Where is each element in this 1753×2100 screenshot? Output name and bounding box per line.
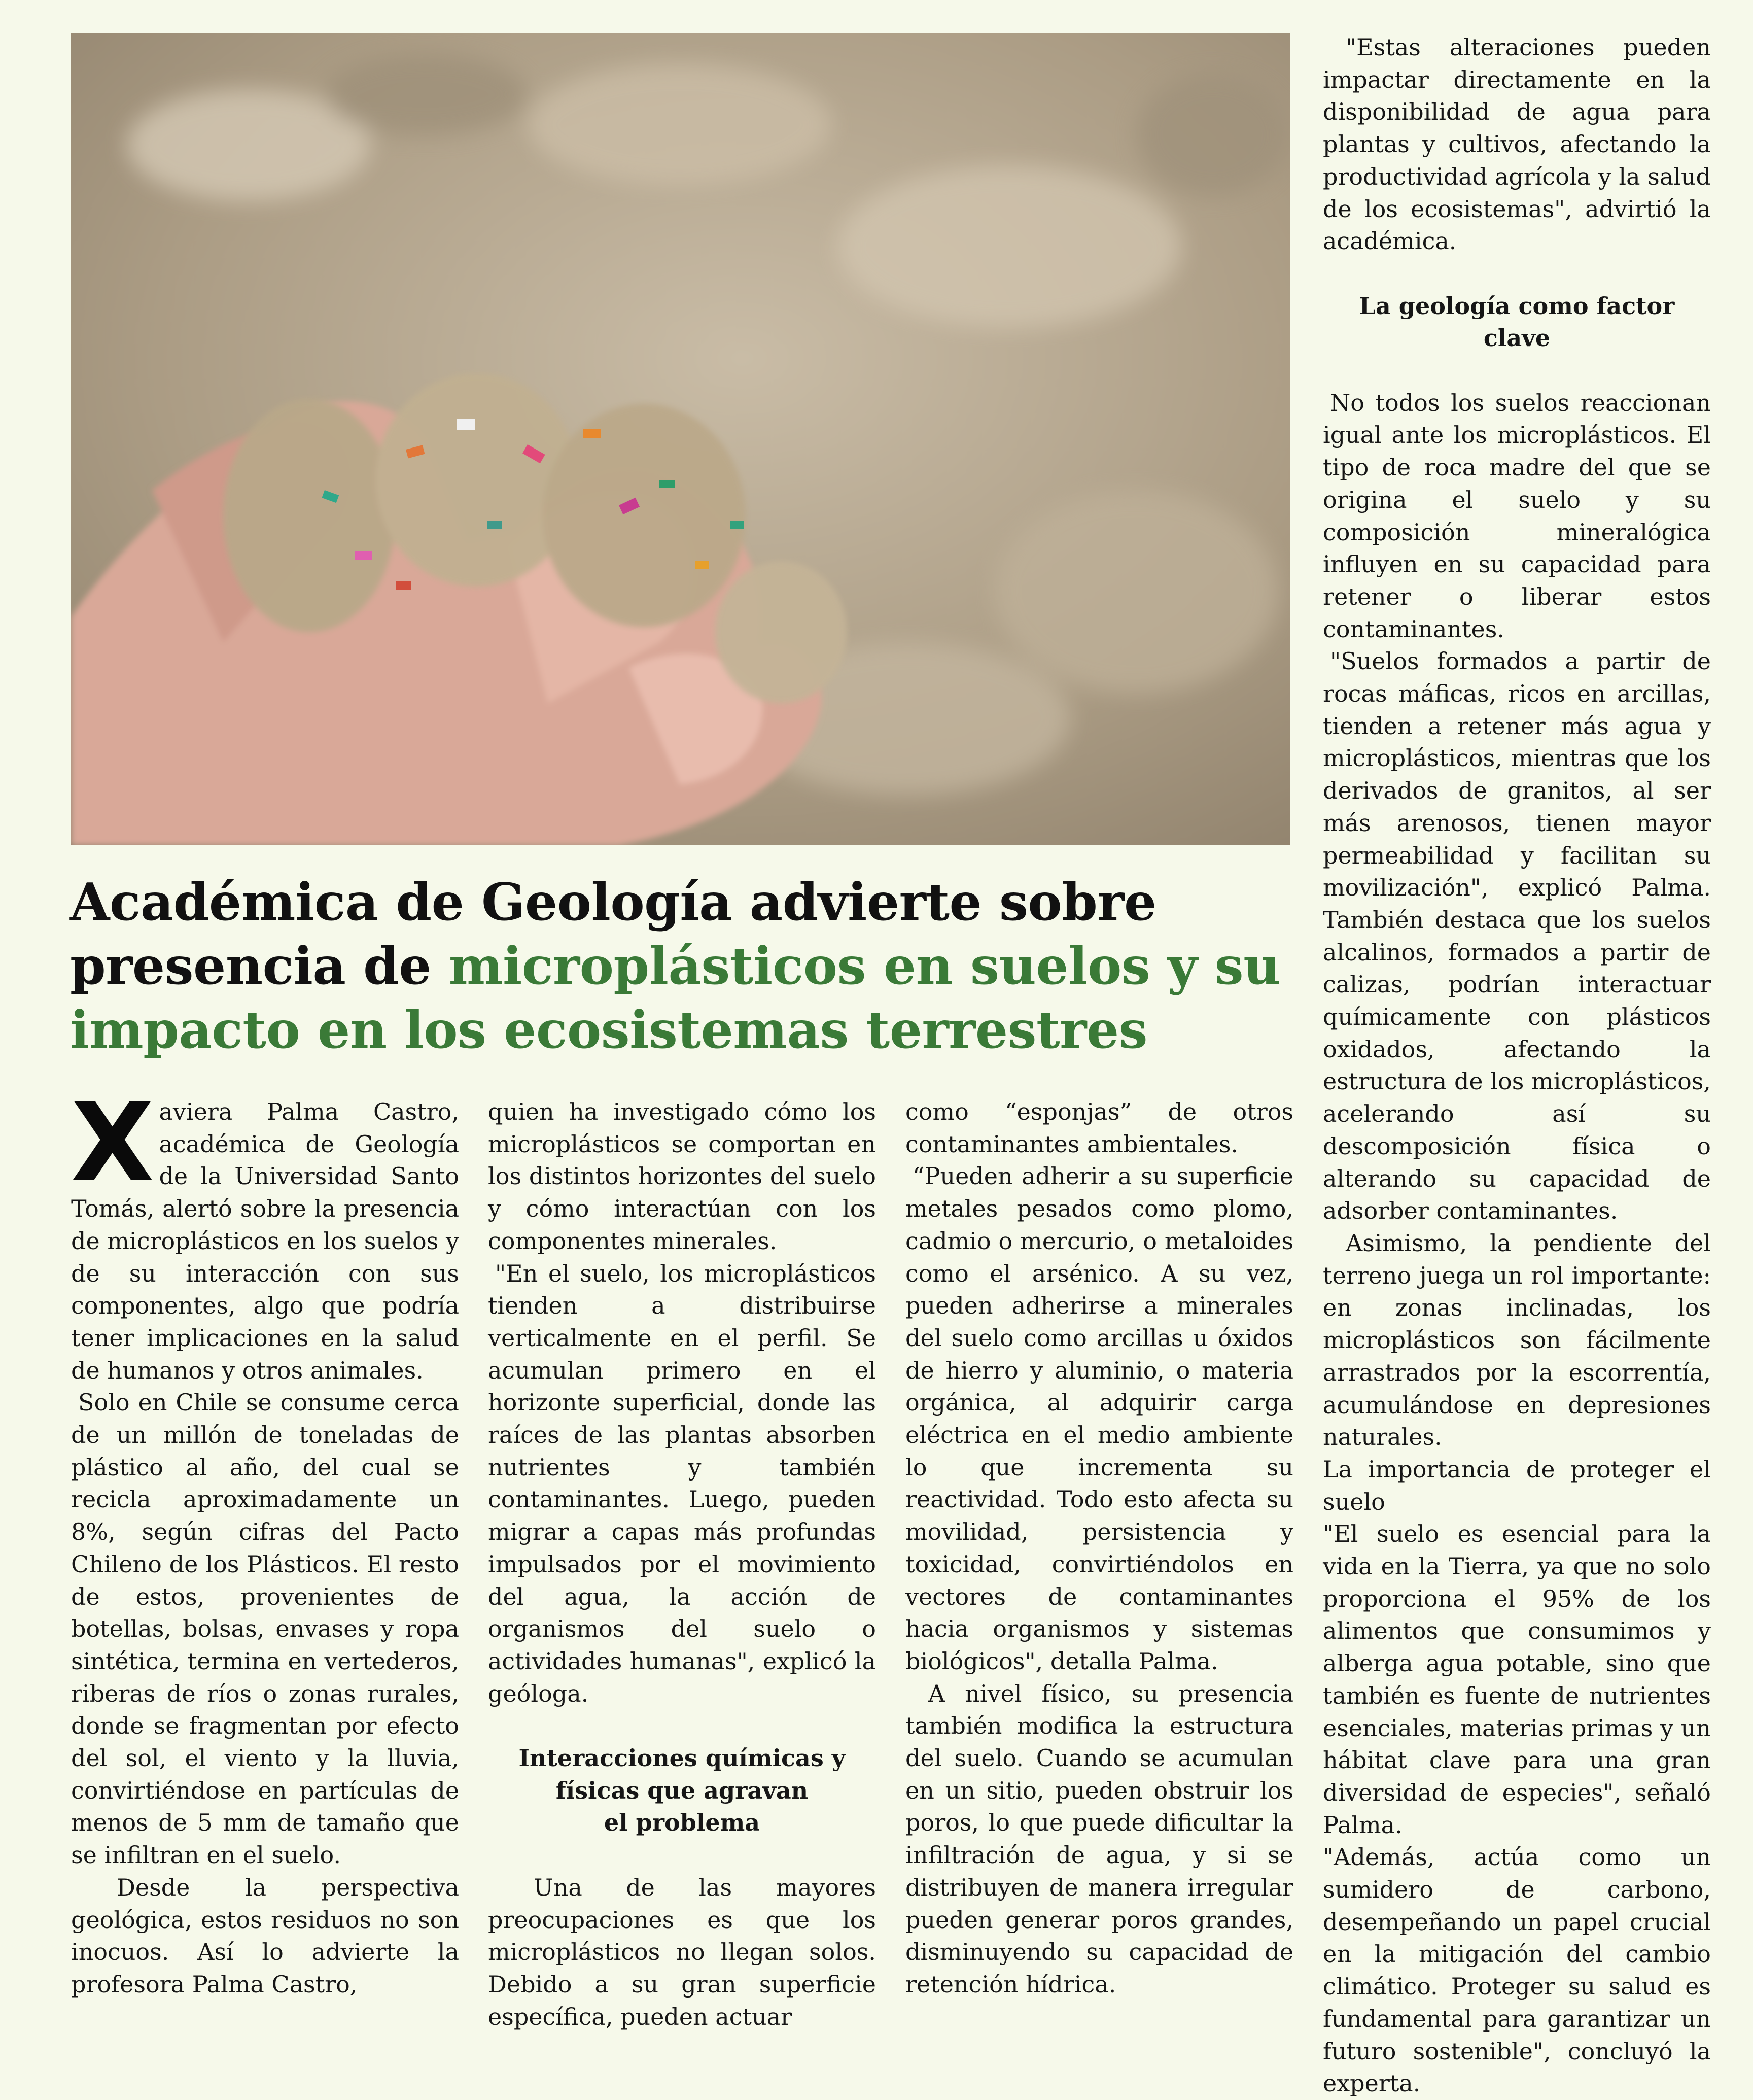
article-column-1 (71, 1080, 459, 2001)
article-column-4 (1323, 31, 1711, 2100)
subheading-line: físicas que agravan (555, 1776, 809, 1804)
headline-part1: Académica de Geología advierte sobre presencia de (70, 872, 1156, 996)
article-paragraph: Asimismo, la pendiente del terreno juega un rol importante: en zonas inclinadas, los microplásticos son fácilmente arrastrados por la escorrentía, acumulándose en depresiones naturales. (1323, 1229, 1711, 1451)
article-paragraph: Desde la perspectiva geológica, estos residuos no son inocuos. Así lo advierte la profesora Palma Castro, (71, 1873, 459, 1998)
paragraph-text: aviera Palma Castro, académica de Geología de la Universidad Santo Tomás, alertó sobre la presencia de microplásticos en los suelos y de su interacción con sus componentes, algo que podría tener implicaciones en la salud de humanos y otros animales. (71, 1098, 459, 1384)
headline (70, 870, 1298, 1062)
spacer (1323, 355, 1711, 387)
spacer (488, 1710, 876, 1742)
article-paragraph: “Pueden adherir a su superficie metales pesados como plomo, cadmio o mercurio, o metaloides como el arsénico. A su vez, pueden adherirse a minerales del suelo como arcillas u óxidos de hierro y aluminio, o materia orgánica, al adquirir carga eléctrica en el medio ambiente lo que incrementa su reactividad. Todo esto afecta su movilidad, persistencia y toxicidad, convirtiéndolos en vectores de contaminantes hacia organismos y sistemas biológicos", detalla Palma. (905, 1162, 1293, 1675)
article-paragraph: Solo en Chile se consume cerca de un millón de toneladas de plástico al año, del cual se recicla aproximadamente un 8%, según cifras del Pacto Chileno de los Plásticos. El resto de estos, provenientes de botellas, bolsas, envases y ropa sintética, termina en vertederos, riberas de ríos o zonas rurales, donde se fragmentan por efecto del sol, el viento y la lluvia, convirtiéndose en partículas de menos de 5 mm de tamaño que se infiltran en el suelo. (71, 1389, 459, 1869)
article-paragraph: Una de las mayores preocupaciones es que los microplásticos no llegan solos. Debido a su gran superficie específica, pueden actuar (488, 1873, 876, 2030)
headline-part2-green: microplásticos en suelos y su impacto en los ecosistemas terrestres (70, 936, 1280, 1060)
article-paragraph: "Suelos formados a partir de rocas máficas, ricos en arcillas, tienden a retener más agua y microplásticos, mientras que los derivados de granitos, al ser más arenosos, tienen mayor permeabilidad y facilitan su movilización", explicó Palma. También destaca que los suelos alcalinos, formados a partir de calizas, podrían interactuar químicamente con plásticos oxidados, afectando la estructura de los microplásticos, acelerando así su descomposición física o alterando su capacidad de adsorber contaminantes. (1323, 647, 1711, 1225)
drop-cap: X (71, 1080, 154, 1205)
article-paragraph: como “esponjas” de otros contaminantes ambientales. (905, 1098, 1293, 1158)
article-paragraph: quien ha investigado cómo los microplásticos se comportan en los distintos horizontes del suelo y cómo interactúan con los componentes minerales. (488, 1098, 876, 1255)
subheading: La geología como factor clave (1359, 292, 1675, 352)
article-paragraph: "Estas alteraciones pueden impactar directamente en la disponibilidad de agua para plantas y cultivos, afectando la productividad agrícola y la salud de los ecosistemas", advirtió la académica. (1323, 33, 1711, 255)
hand-with-microplastics-in-sand-icon (71, 33, 1290, 845)
spacer (1323, 258, 1711, 290)
article-paragraph: No todos los suelos reaccionan igual ante los microplásticos. El tipo de roca madre del que se origina el suelo y su composición mineralógica influyen en su capacidad para retener o liberar estos contaminantes. (1323, 389, 1711, 643)
article-paragraph: "En el suelo, los microplásticos tienden a distribuirse verticalmente en el perfil. Se acumulan primero en el horizonte superficial, donde las raíces de las plantas absorben nutrientes y también contaminantes. Luego, pueden migrar a capas más profundas impulsados por el movimiento del agua, la acción de organismos del suelo o actividades humanas", explicó la geóloga. (488, 1259, 876, 1707)
subheading-line: el problema (604, 1809, 760, 1837)
hand-with-microplastics-photo (71, 33, 1290, 845)
article-paragraph: La importancia de proteger el suelo (1323, 1455, 1711, 1516)
article-paragraph (71, 1080, 459, 1387)
article-paragraph: A nivel físico, su presencia también modifica la estructura del suelo. Cuando se acumulan en un sitio, pueden obstruir los poros, lo que puede dificultar la infiltración de agua, y si se distribuyen de manera irregular pueden generar poros grandes, disminuyendo su capacidad de retención hídrica. (905, 1679, 1293, 1998)
article-paragraph: "Además, actúa como un sumidero de carbono, desempeñando un papel crucial en la mitigación del cambio climático. Proteger su salud es fundamental para garantizar un futuro sostenible", concluyó la experta. (1323, 1843, 1711, 2097)
spacer (488, 1839, 876, 1872)
article-column-3 (905, 1096, 1293, 2001)
article-paragraph: "El suelo es esencial para la vida en la Tierra, ya que no solo proporciona el 95% de los alimentos que consumimos y alberga agua potable, sino que también es fuente de nutrientes esenciales, materias primas y un hábitat clave para una gran diversidad de especies", señaló Palma. (1323, 1520, 1711, 1839)
subheading-line: Interacciones químicas y (518, 1744, 846, 1772)
article-column-2 (488, 1096, 876, 2033)
